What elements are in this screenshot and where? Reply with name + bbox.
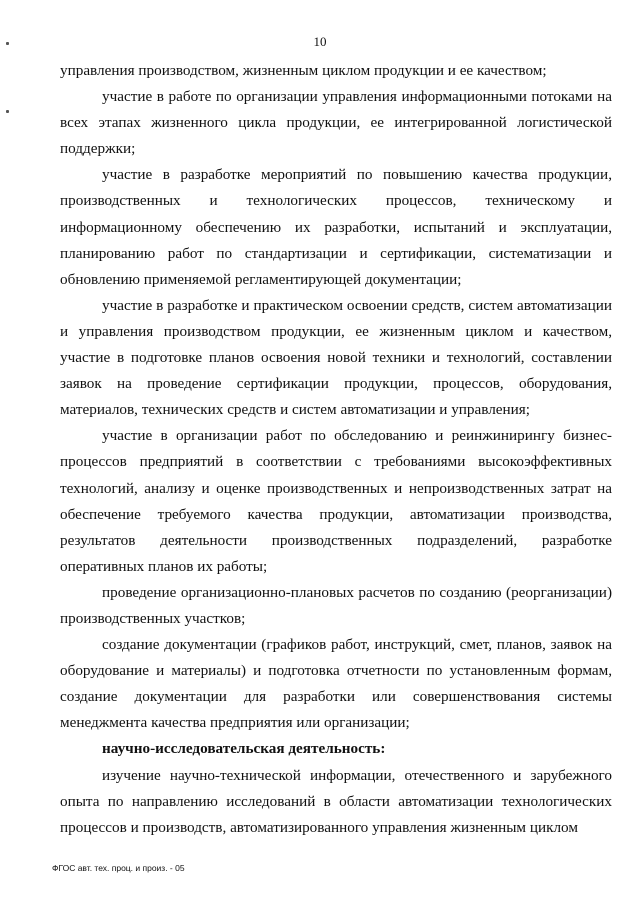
margin-mark	[6, 110, 9, 113]
section-heading: научно-исследовательская деятельность:	[102, 740, 386, 758]
paragraph-continuation: управления производством, жизненным циклом продукции и ее качеством;	[60, 62, 547, 79]
list-item: участие в разработке мероприятий по повышению качества продукции, производственных и технологических процессов, техническому и информационному обеспечению их разработки, испытаний и эксплуатации, планированию работ по стандартизации и сертификации, систематизации и обновлению применяемой регламентирующей документации;	[60, 166, 612, 288]
list-item: создание документации (графиков работ, инструкций, смет, планов, заявок на оборудование и материалы) и подготовка отчетности по установленным формам, создание документации для разработки или совершенствования системы менеджмента качества предприятия или организации;	[60, 636, 612, 732]
list-item: участие в работе по организации управления информационными потоками на всех этапах жизненного цикла продукции, ее интегрированной логистической поддержки;	[60, 88, 612, 158]
list-item: участие в организации работ по обследованию и реинжинирингу бизнес-процессов предприятий в соответствии с требованиями высокоэффективных технологий, анализу и оценке производственных и непроизводственных затрат на обеспечение требуемого качества продукции, автоматизации производства, результатов деятельности производственных подразделений, разработке оперативных планов их работы;	[60, 427, 612, 575]
page-footer: ФГОС авт. тех. проц. и произ. - 05	[52, 863, 185, 873]
page-number: 10	[313, 34, 327, 49]
list-item: участие в разработке и практическом освоении средств, систем автоматизации и управления производством продукции, ее жизненным циклом и качеством, участие в подготовке планов освоения новой техники и технологий, составлении заявок на проведение сертификации продукции, процессов, оборудования, материалов, технических средств и систем автоматизации и управления;	[60, 296, 612, 419]
body-text	[60, 58, 612, 841]
list-item: изучение научно-технической информации, отечественного и зарубежного опыта по направлению исследований в области автоматизации технологических процессов и производств, автоматизированного управления жизненным циклом	[60, 766, 612, 836]
list-item: проведение организационно-плановых расчетов по созданию (реорганизации) производственных участков;	[60, 583, 612, 627]
